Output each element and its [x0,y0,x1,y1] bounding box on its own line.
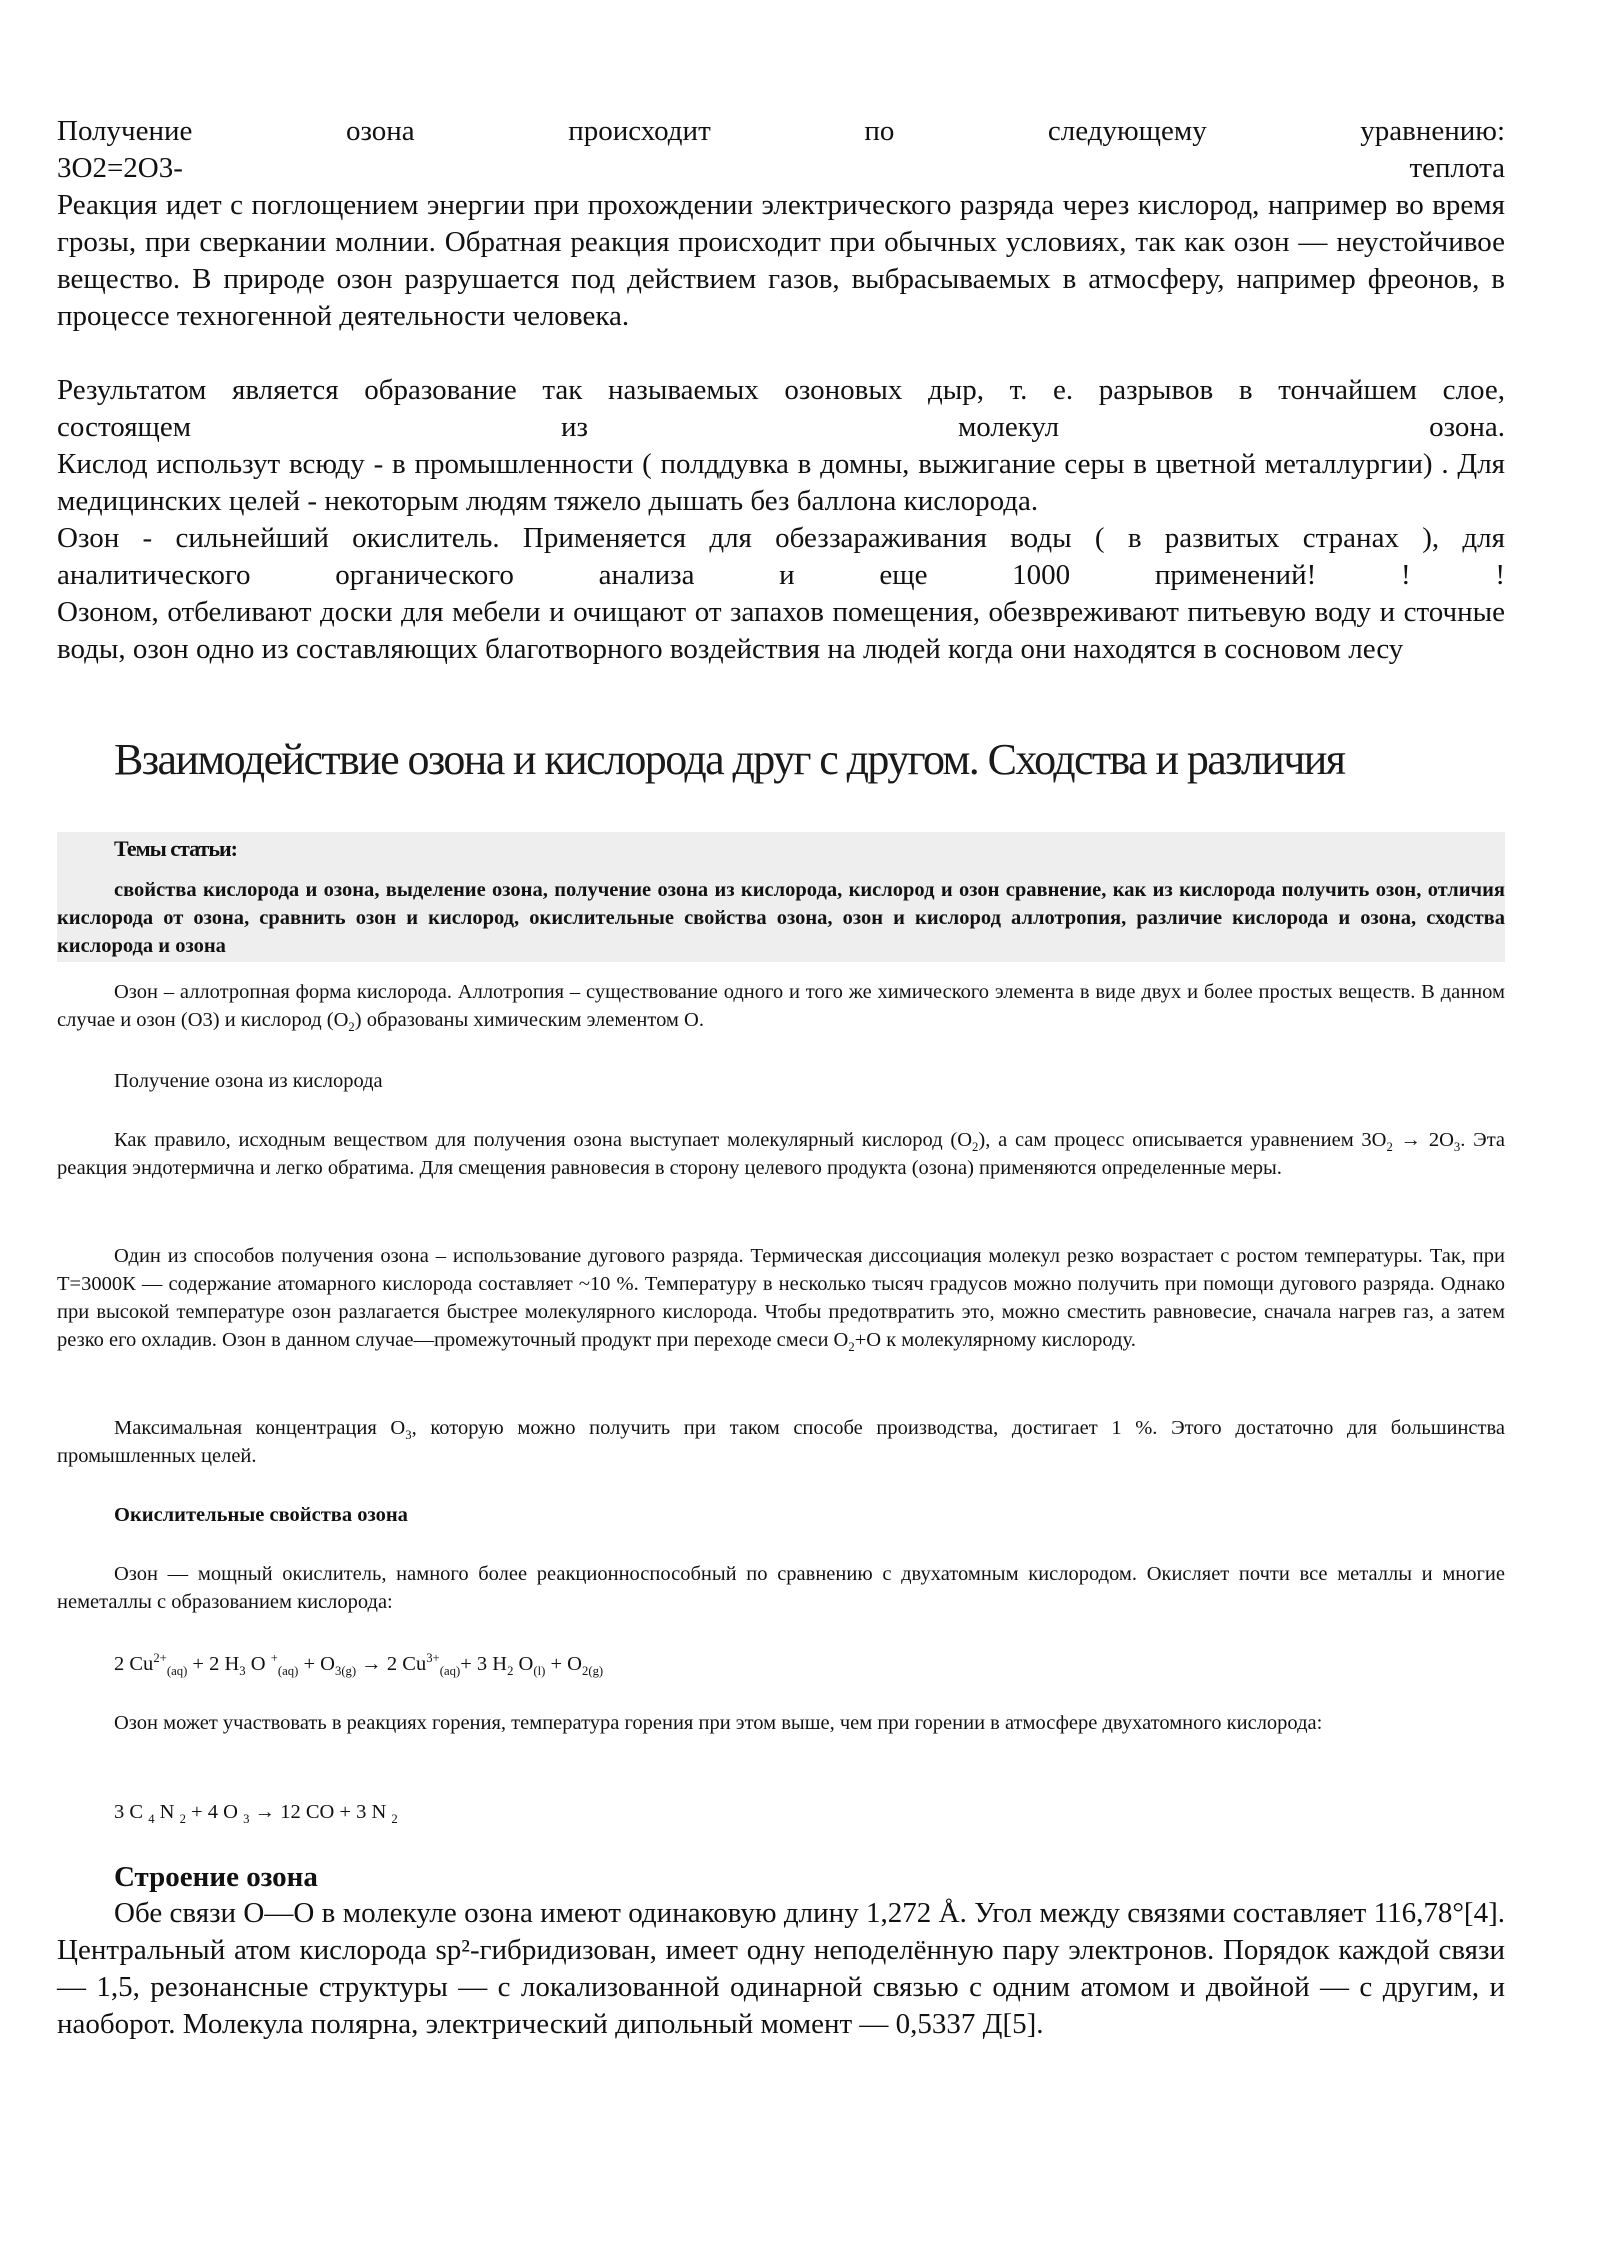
tag-link[interactable]: отличия кислорода от озона [57,879,1506,929]
tag-link[interactable]: кислород и озон сравнение [848,879,1102,901]
paragraph-production: Как правило, исходным веществом для получения озона выступает молекулярный кислород $(O_2)$, а сам процесс описывается уравнением $3O_2 \to 2O_3$. Эта реакция эндотермична и легко обратима. Для смещения равновесия в сторону целевого продукта (озона) применяются определенные меры. [57,1129,1506,1179]
intro-paragraph-result-line1: Результатом является образование так называемых озоновых дыр, т. е. разрывов в тончайшем слое, [57,374,1505,406]
tag-link[interactable]: озон и кислород аллотропия [842,907,1122,929]
paragraph-oxidizer: Озон — мощный окислитель, намного более реакционноспособный по сравнению с двухатомным кислородом. Окисляет почти все металлы и многие неметаллы с образованием кислорода: [57,1563,1505,1613]
tag-link[interactable]: получение озона из кислорода [554,879,838,901]
equation-copper: 2 $Cu^{2+}_{(aq)} + 2$ $H_3$ O $^+_{(aq)} + O_{3(g)} \to 2$ $Cu^{3+}_{(aq)}+ 3$ $H_2$ $O_{(l)} + O_{2(g)}$ [114,1651,604,1679]
intro-paragraph-result-line2: состоящем из молекул озона. [57,411,1505,443]
intro-paragraph-reaction: Реакция идет с поглощением энергии при прохождении электрического разряда через кислород, например во время грозы, при сверкании молнии. Обратная реакция происходит при обычных условиях, так как озон — неустойчивое вещество. В природе озон разрушается под действием газов, выбрасываемых в атмосферу, например фреонов, в процессе техногенной деятельности человека. [57,189,1505,332]
tag-link[interactable]: сходства кислорода и озона [57,907,1506,957]
subheading-oxidizing: Окислительные свойства озона [114,1504,408,1526]
paragraph-allotropy: Озон – аллотропная форма кислорода. Аллотропия – существование одного и того же химического элемента в виде двух и более простых веществ. В данном случае и озон (О3) и кислород $(О_2)$ образованы химическим элементом О. [57,981,1505,1035]
tag-link[interactable]: свойства кислорода и озона [114,879,375,901]
paragraph-max-concentration: Максимальная концентрация $O_3$, которую можно получить при таком способе производства, достигает 1 %. Этого достаточно для большинства промышленных целей. [57,1417,1505,1467]
equation-combustion: 3 C $_4$ N $_2$ + 4 O $_3$ → 12 CO + 3 N $_2$ [114,1801,398,1827]
paragraph-arc-discharge: Один из способов получения озона – использование дугового разряда. Термическая диссоциация молекул резко возрастает с ростом температуры. Так, при Т=3000К — содержание атомарного кислорода составляет ~10 %. Температуру в несколько тысяч градусов можно получить при помощи дугового разряда. Однако при высокой температуре озон разлагается быстрее молекулярного кислорода. Чтобы предотвратить это, можно сместить равновесие, сначала нагрев газ, а затем резко его охладив. Озон в данном случае—промежуточный продукт при переходе смеси $O_2+O$ к молекулярному кислороду. [57,1245,1505,1355]
intro-line-2: 3O2=2O3- теплота [57,152,1505,184]
intro-paragraph-oxygen-use: Кислод использут всюду - в промышленности ( полддувка в домны, выжигание серы в цветной металлургии) . Для медицинских целей - некоторым людям тяжело дышать без баллона кислорода. [57,448,1505,517]
paragraph-combustion: Озон может участвовать в реакциях горения, температура горения при этом выше, чем при горении в атмосфере двухатомного кислорода: [114,1712,1323,1734]
tag-link[interactable]: как из кислорода получить озон [1112,879,1417,901]
tag-link[interactable]: сравнить озон и кислород [259,907,515,929]
topics-label: Темы статьи: [114,836,237,861]
tag-list: свойства кислорода и озона, выделение озона, получение озона из кислорода, кислород и озон сравнение, как из кислорода получить озон, отличия кислорода от озона, сравнить озон и кислород, окислительные свойства озона, озон и кислород аллотропия, различие кислорода и озона, сходства кислорода и озона [57,879,1506,957]
subheading-production: Получение озона из кислорода [114,1070,383,1092]
intro-paragraph-ozone-bleach: Озоном, отбеливают доски для мебели и очищают от запахов помещения, обезвреживают питьевую воду и сточные воды, озон одно из составляющих благотворного воздействия на людей когда они находятся в сосновом лесу [57,596,1505,665]
intro-section [57,113,1505,668]
tag-link[interactable]: различие кислорода и озона [1136,907,1411,929]
intro-line-1: Получение озона происходит по следующему уравнению: [57,115,1506,147]
intro-paragraph-ozone-line2: аналитического органического анализа и еще 1000 применений! ! ! [57,559,1505,591]
paragraph-structure: Обе связи O—O в молекуле озона имеют одинаковую длину 1,272 Å. Угол между связями составляет 116,78°[4]. Центральный атом кислорода sp²-гибридизован, имеет одну неподелённую пару электронов. Порядок каждой связи — 1,5, резонансные структуры — с локализованной одинарной связью с одним атомом и двойной — с другим, и наоборот. Молекула полярна, электрический дипольный момент — 0,5337 Д[5]. [57,1897,1505,2040]
tag-link[interactable]: выделение озона [385,879,543,901]
intro-paragraph-ozone-line1: Озон - сильнейший окислитель. Применяется для обеззараживания воды ( в развитых странах ), для [57,522,1505,554]
heading-structure: Строение озона [114,1861,318,1893]
article-title: Взаимодействие озона и кислорода друг с другом. Сходства и различия [114,735,1345,784]
tag-link[interactable]: окислительные свойства озона [529,907,828,929]
